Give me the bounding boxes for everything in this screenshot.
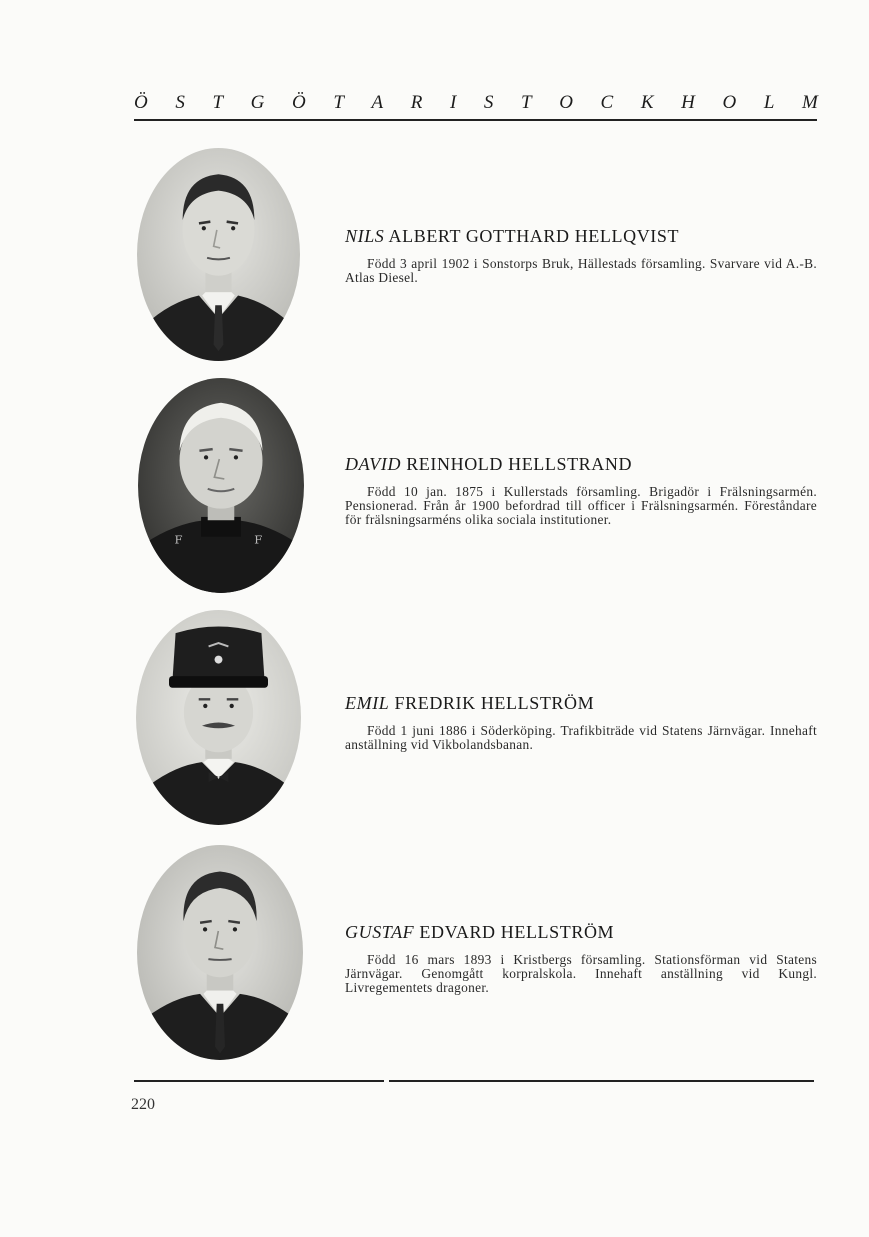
running-head-letter: K [640, 92, 654, 113]
running-head-letter: M [802, 92, 818, 113]
svg-text:F: F [174, 532, 183, 547]
running-head-letter: A [371, 92, 384, 113]
running-head-letter: H [681, 92, 695, 113]
svg-text:F: F [254, 532, 263, 547]
running-head-letter: Ö [134, 92, 148, 113]
biography-text: Född 3 april 1902 i Sonstorps Bruk, Hällestads församling. Svarvare vid A.-B. Atlas Diesel. [345, 256, 817, 285]
given-name: DAVID [345, 454, 402, 474]
biography-text: Född 10 jan. 1875 i Kullerstads församling. Brigadör i Frälsningsarmén. Pensionerad. Från år 1900 befordrad till officer i Frälsningsarmén. Föreståndare för frälsningsarméns olika sociala institutioner. [345, 484, 817, 527]
header-rule [134, 119, 817, 121]
running-head-letter: S [483, 92, 494, 113]
page-number: 220 [131, 1096, 155, 1113]
portrait-photo [137, 148, 300, 361]
footer-rule [389, 1080, 814, 1082]
running-head-letter: G [250, 92, 265, 113]
running-head [134, 92, 818, 114]
running-head-letter: C [600, 92, 614, 113]
given-name: EMIL [345, 693, 390, 713]
running-head-letter: S [175, 92, 185, 113]
running-head-letter: T [521, 92, 532, 113]
surname: FREDRIK HELLSTRÖM [394, 693, 595, 713]
given-name: GUSTAF [345, 922, 415, 942]
surname: EDVARD HELLSTRÖM [419, 922, 615, 942]
running-head-letter: R [410, 92, 423, 113]
portrait-photo [138, 378, 304, 593]
footer-rule [134, 1080, 384, 1082]
person-name [345, 226, 817, 247]
running-head-letter: T [212, 92, 224, 113]
biography-text: Född 16 mars 1893 i Kristbergs församling. Stationsförman vid Statens Järnvägar. Genomgått korpralskola. Innehaft anställning vid Kungl. Livregementets dragoner. [345, 952, 817, 995]
biography-text: Född 1 juni 1886 i Söderköping. Trafikbiträde vid Statens Järnvägar. Innehaft anställning vid Vikbolandsbanan. [345, 723, 817, 752]
running-head-letter: O [722, 92, 737, 113]
running-head-letter: Ö [291, 92, 306, 113]
portrait-photo [137, 845, 303, 1060]
running-head-letter: T [333, 92, 344, 113]
given-name: NILS [345, 226, 385, 246]
person-name [345, 454, 817, 475]
running-head-letter: I [449, 92, 457, 113]
running-head-letter: O [559, 92, 573, 113]
surname: ALBERT GOTTHARD HELLQVIST [388, 226, 680, 246]
running-head-letter: L [763, 92, 775, 113]
portrait-photo [136, 610, 301, 825]
surname: REINHOLD HELLSTRAND [406, 454, 633, 474]
person-name [345, 922, 817, 943]
person-name [345, 693, 817, 714]
